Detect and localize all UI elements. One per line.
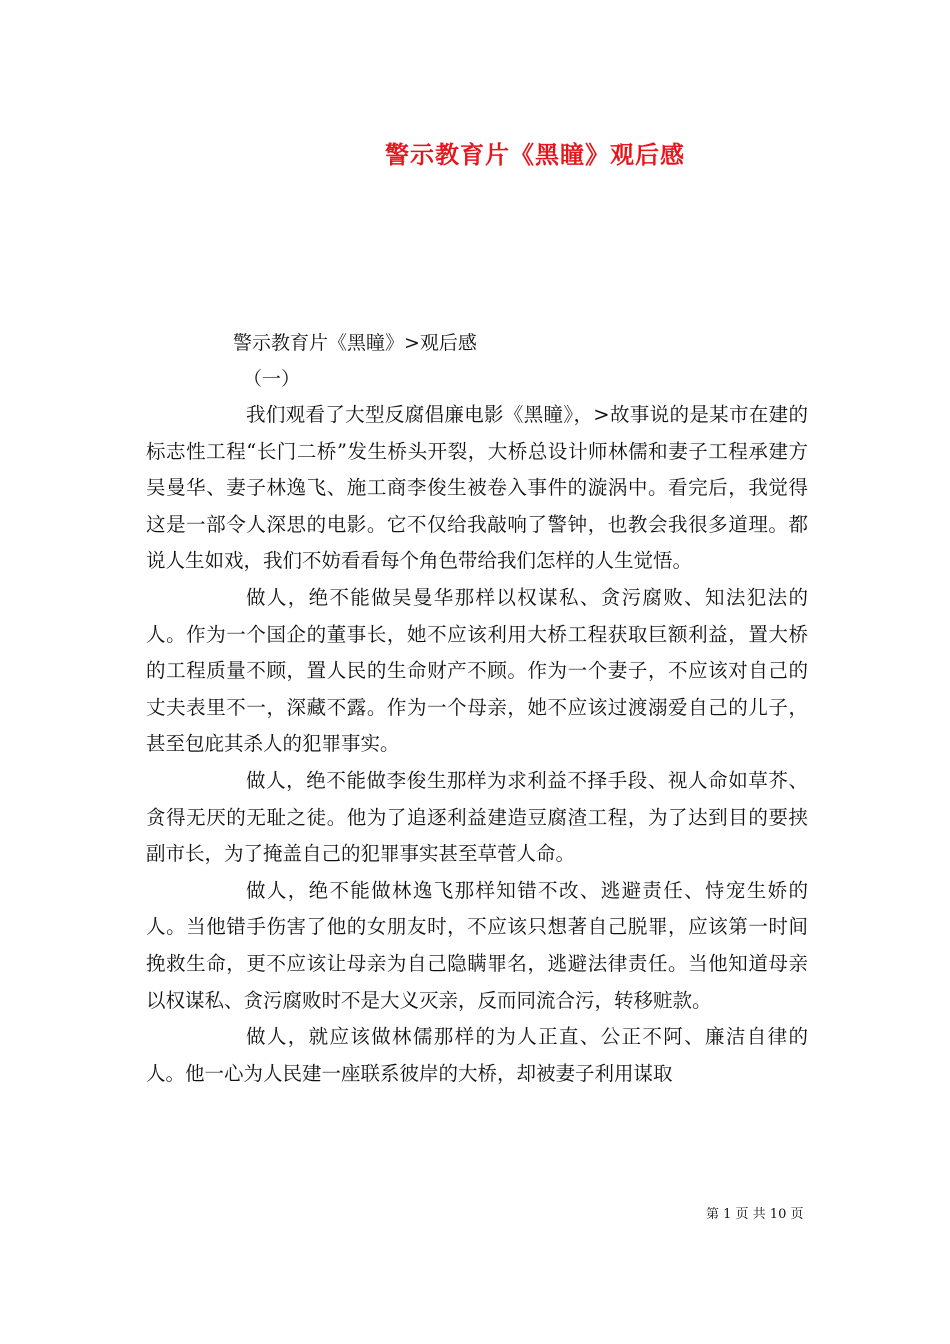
document-title: 警示教育片《黑瞳》观后感: [385, 140, 685, 169]
document-subtitle: 警示教育片《黑瞳》>观后感: [233, 332, 477, 354]
section-number: （一）: [243, 368, 301, 390]
paragraph: 做人，绝不能做李俊生那样为求利益不择手段、视人命如草芥、贪得无厌的无耻之徒。他为了追逐利益建造豆腐渣工程，为了达到目的要挟副市长，为了掩盖自己的犯罪事实甚至草菅人命。: [146, 768, 808, 866]
document-body: [146, 397, 808, 1092]
page-number-footer: 第 1 页 共 10 页: [706, 1207, 804, 1222]
paragraph: 做人，就应该做林儒那样的为人正直、公正不阿、廉洁自律的人。他一心为人民建一座联系彼岸的大桥，却被妻子利用谋取: [146, 1025, 808, 1085]
paragraph: 做人，绝不能做吴曼华那样以权谋私、贪污腐败、知法犯法的人。作为一个国企的董事长，她不应该利用大桥工程获取巨额利益，置大桥的工程质量不顾，置人民的生命财产不顾。作为一个妻子，不应该对自己的丈夫表里不一，深藏不露。作为一个母亲，她不应该过渡溺爱自己的儿子，甚至包庇其杀人的犯罪事实。: [146, 585, 808, 756]
paragraph: 我们观看了大型反腐倡廉电影《黑瞳》，>故事说的是某市在建的标志性工程“长门二桥”发生桥头开裂，大桥总设计师林儒和妻子工程承建方吴曼华、妻子林逸飞、施工商李俊生被卷入事件的漩涡中。看完后，我觉得这是一部令人深思的电影。它不仅给我敲响了警钟，也教会我很多道理。都说人生如戏，我们不妨看看每个角色带给我们怎样的人生觉悟。: [146, 403, 808, 573]
paragraph: 做人，绝不能做林逸飞那样知错不改、逃避责任、恃宠生娇的人。当他错手伤害了他的女朋友时，不应该只想著自己脱罪，应该第一时间挽救生命，更不应该让母亲为自己隐瞒罪名，逃避法律责任。当他知道母亲以权谋私、贪污腐败时不是大义灭亲，反而同流合污，转移赃款。: [146, 878, 808, 1012]
